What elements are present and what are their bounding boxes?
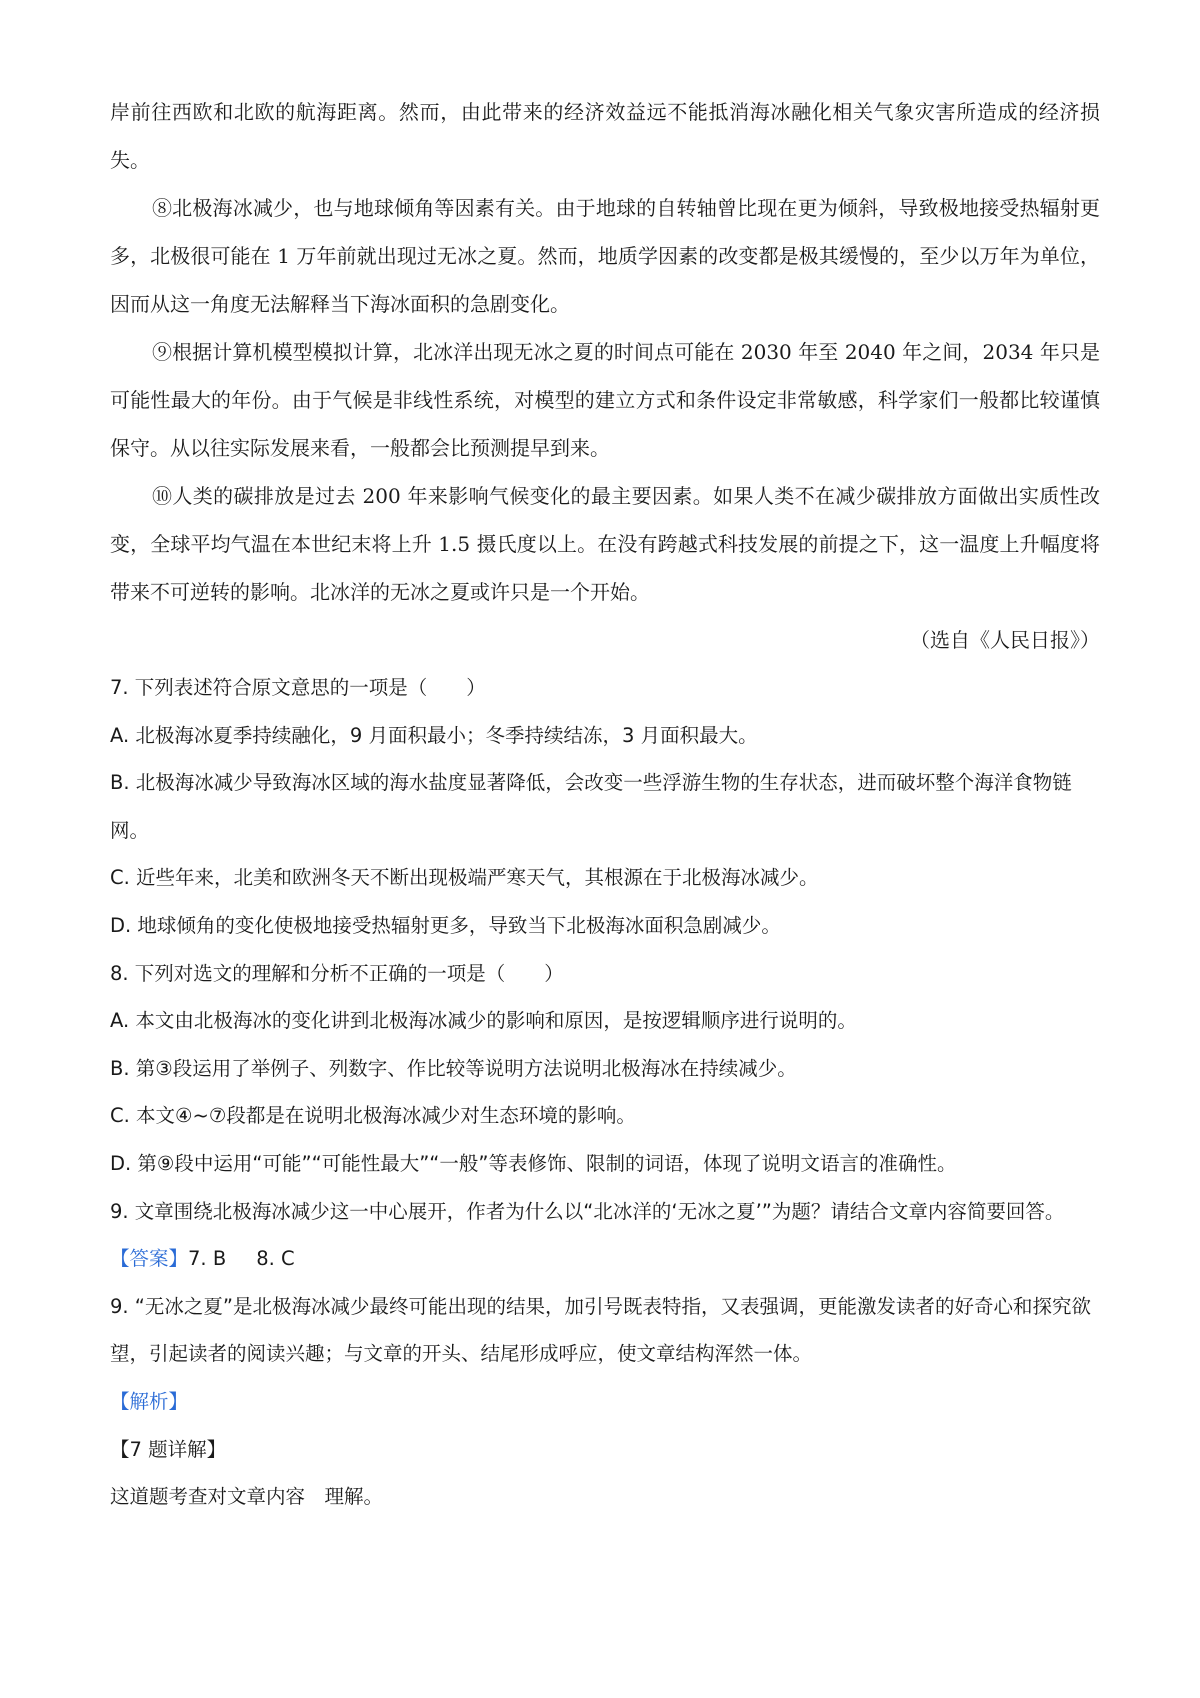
document-page <box>110 88 1100 1521</box>
question-8-option-b: B. 第③段运用了举例子、列数字、作比较等说明方法说明北极海冰在持续减少。 <box>110 1056 797 1080</box>
answer-8: 8. C <box>256 1247 295 1271</box>
analysis-q7-text: 这道题考查对文章内容 理解。 <box>110 1485 384 1509</box>
analysis-label: 【解析】 <box>110 1389 189 1413</box>
passage-source: （选自《人民日报》） <box>910 628 1100 652</box>
question-7-stem: 7. 下列表述符合原文意思的一项是（ ） <box>110 676 486 699</box>
answer-9: 9. “无冰之夏”是北极海冰减少最终可能出现的结果，加引号既表特指，又表强调，更能激发读者的好奇心和探究欲望，引起读者的阅读兴趣；与文章的开头、结尾形成呼应，使文章结构浑然一体。 <box>110 1294 1092 1366</box>
question-7-option-a: A. 北极海冰夏季持续融化，9 月面积最小；冬季持续结冻，3 月面积最大。 <box>110 723 758 747</box>
passage-paragraph-8: ⑧北极海冰减少，也与地球倾角等因素有关。由于地球的自转轴曾比现在更为倾斜，导致极地接受热辐射更多，北极很可能在 1 万年前就出现过无冰之夏。然而，地质学因素的改变都是极其缓慢的，至少以万年为单位，因而从这一角度无法解释当下海冰面积的急剧变化。 <box>110 196 1100 316</box>
question-8-option-d: D. 第⑨段中运用“可能”“可能性最大”“一般”等表修饰、限制的词语，体现了说明文语言的准确性。 <box>110 1151 957 1175</box>
question-8-stem: 8. 下列对选文的理解和分析不正确的一项是（ ） <box>110 961 564 985</box>
answer-7: 7. B <box>188 1247 227 1271</box>
analysis-q7-title: 【7 题详解】 <box>110 1437 227 1461</box>
question-9-stem: 9. 文章围绕北极海冰减少这一中心展开，作者为什么以“北冰洋的‘无冰之夏’”为题？请结合文章内容简要回答。 <box>110 1199 1065 1223</box>
answer-label: 【答案】 <box>110 1247 189 1271</box>
question-7-option-b: B. 北极海冰减少导致海冰区域的海水盐度显著降低，会改变一些浮游生物的生存状态，进而破坏整个海洋食物链网。 <box>110 771 1072 842</box>
question-7-option-c: C. 近些年来，北美和欧洲冬天不断出现极端严寒天气，其根源在于北极海冰减少。 <box>110 866 819 890</box>
passage-paragraph-7-end: 岸前往西欧和北欧的航海距离。然而，由此带来的经济效益远不能抵消海冰融化相关气象灾害所造成的经济损失。 <box>110 100 1100 172</box>
question-7-option-d: D. 地球倾角的变化使极地接受热辐射更多，导致当下北极海冰面积急剧减少。 <box>110 913 781 937</box>
passage-paragraph-9: ⑨根据计算机模型模拟计算，北冰洋出现无冰之夏的时间点可能在 2030 年至 2040 年之间，2034 年只是可能性最大的年份。由于气候是非线性系统，对模型的建立方式和条件设定非常敏感，科学家们一般都比较谨慎保守。从以往实际发展来看，一般都会比预测提早到来。 <box>110 340 1100 460</box>
answer-line <box>110 1235 1100 1283</box>
passage-paragraph-10: ⑩人类的碳排放是过去 200 年来影响气候变化的最主要因素。如果人类不在减少碳排放方面做出实质性改变，全球平均气温在本世纪末将上升 1.5 摄氏度以上。在没有跨越式科技发展的前提之下，这一温度上升幅度将带来不可逆转的影响。北冰洋的无冰之夏或许只是一个开始。 <box>110 484 1100 604</box>
question-8-option-a: A. 本文由北极海冰的变化讲到北极海冰减少的影响和原因，是按逻辑顺序进行说明的。 <box>110 1009 857 1033</box>
question-8-option-c: C. 本文④~⑦段都是在说明北极海冰减少对生态环境的影响。 <box>110 1104 636 1128</box>
